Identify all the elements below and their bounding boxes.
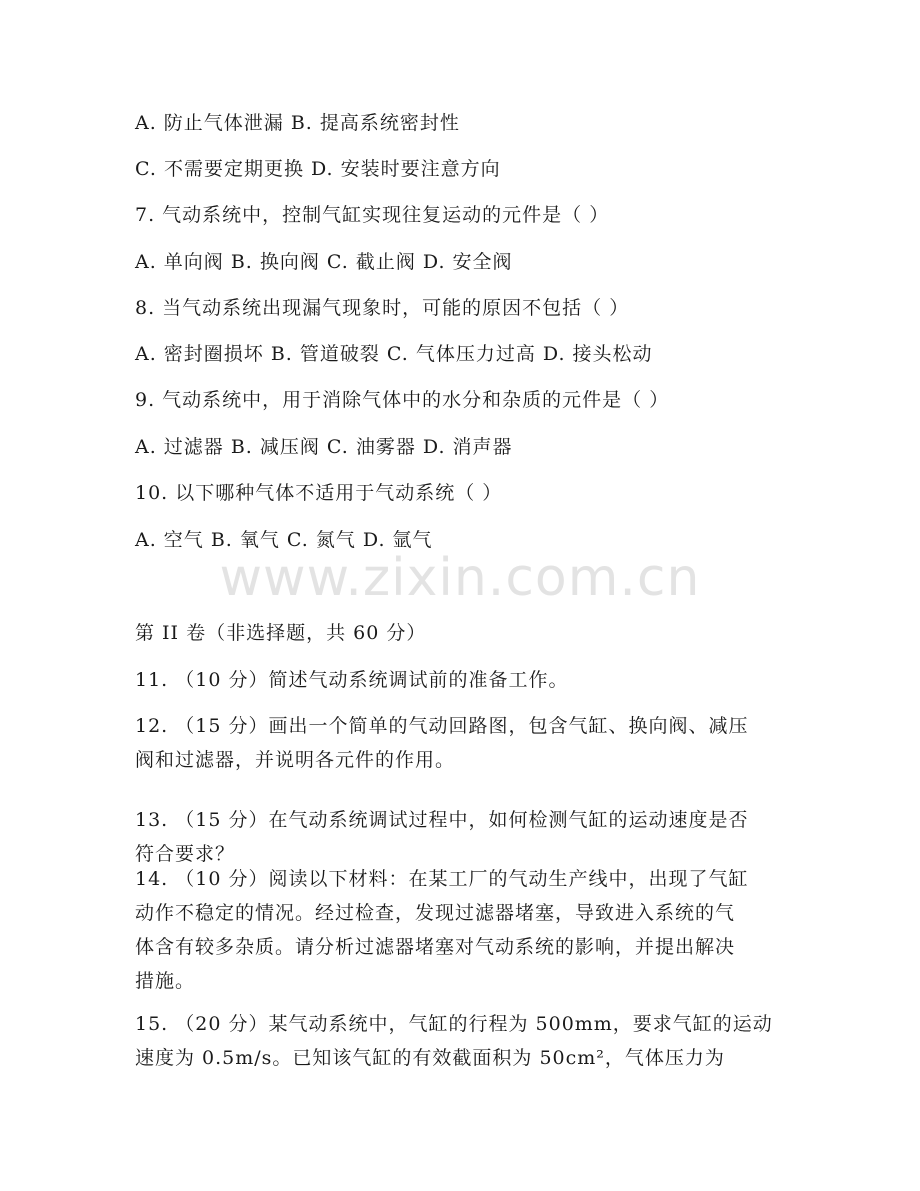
q9-stem: 9. 气动系统中，用于消除气体中的水分和杂质的元件是（ ）: [135, 389, 670, 411]
q15: [135, 1007, 785, 1075]
q12-line-2: 阀和过滤器，并说明各元件的作用。: [135, 749, 456, 771]
q6-options-line-2: C. 不需要定期更换 D. 安装时要注意方向: [135, 158, 501, 180]
watermark: www.zixin.com.cn: [219, 548, 701, 608]
q11: 11. （10 分）简述气动系统调试前的准备工作。: [135, 669, 569, 691]
q7-options: A. 单向阀 B. 换向阀 C. 截止阀 D. 安全阀: [135, 251, 513, 273]
q10-stem: 10. 以下哪种气体不适用于气动系统（ ）: [135, 482, 503, 504]
q15-line-2: 速度为 0.5m/s。已知该气缸的有效截面积为 50cm²，气体压力为: [135, 1047, 725, 1069]
q8-stem: 8. 当气动系统出现漏气现象时，可能的原因不包括（ ）: [135, 297, 630, 319]
q15-line-1: 15. （20 分）某气动系统中，气缸的行程为 500mm，要求气缸的运动: [135, 1013, 773, 1035]
q14-line-1: 14. （10 分）阅读以下材料：在某工厂的气动生产线中，出现了气缸: [135, 868, 749, 890]
q10-options: A. 空气 B. 氧气 C. 氮气 D. 氩气: [135, 529, 433, 551]
section-2-title: 第 II 卷（非选择题，共 60 分）: [135, 622, 427, 644]
q14-line-4: 措施。: [135, 970, 196, 992]
q13: [135, 803, 785, 871]
q14: [135, 862, 785, 998]
q14-line-3: 体含有较多杂质。请分析过滤器堵塞对气动系统的影响，并提出解决: [135, 936, 736, 958]
q13-line-2: 符合要求？: [135, 843, 236, 865]
q8-options: A. 密封圈损坏 B. 管道破裂 C. 气体压力过高 D. 接头松动: [135, 343, 653, 365]
q12-line-1: 12. （15 分）画出一个简单的气动回路图，包含气缸、换向阀、减压: [135, 715, 749, 737]
q13-line-1: 13. （15 分）在气动系统调试过程中，如何检测气缸的运动速度是否: [135, 809, 749, 831]
q7-stem: 7. 气动系统中，控制气缸实现往复运动的元件是（ ）: [135, 204, 610, 226]
q9-options: A. 过滤器 B. 减压阀 C. 油雾器 D. 消声器: [135, 436, 513, 458]
q6-options-line-1: A. 防止气体泄漏 B. 提高系统密封性: [135, 112, 460, 134]
q14-line-2: 动作不稳定的情况。经过检查，发现过滤器堵塞，导致进入系统的气: [135, 902, 736, 924]
q12: [135, 709, 785, 777]
